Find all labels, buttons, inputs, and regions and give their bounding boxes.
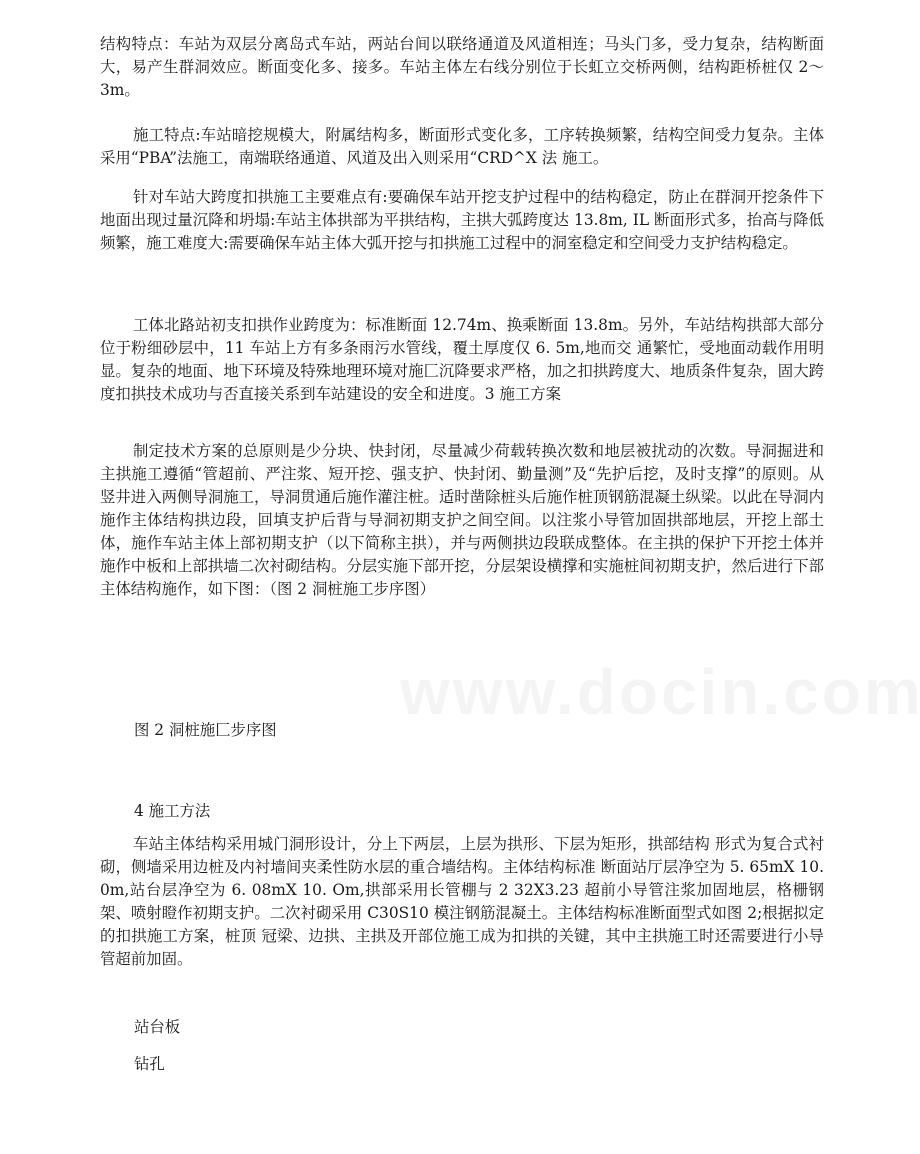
paragraph-construction-method: 车站主体结构采用城门洞形设计，分上下两层，上层为拱形、下层为矩形，拱部结构 形式为复合式衬砌，侧墙采用边桩及内衬墙间夹柔性防水层的重合墙结构。主体结构标准 断面站厅层净空为 5. 65mX 10. 0m,站台层净空为 6. 08mX 10. Om,拱部采用长管棚与 2 32X3.23 超前小导管注浆加固地层，格栅钢架、喷射瞪作初期支护。二次衬砌采用 C30S10 模注钢筋混凝土。主体结构标准断面型式如图 2;根据拟定的扣拱施工方案，桩顶 冠梁、边拱、主拱及开部位施工成为扣拱的关键，其中主拱施工时还需要进行小导管超前加固。 (100, 835, 824, 968)
watermark-logo (400, 655, 920, 729)
section-heading: 4 施工方法 (134, 802, 211, 820)
paragraph-construction-features: 施工特点:车站暗挖规模大，附属结构多，断面形式变化多，工序转换频繁，结构空间受力复杂。主体采用“PBA”法施工，南端联络通道、风道及出入则采用“CRD^X 法 施工。 (100, 126, 824, 167)
paragraph-span-info: 工体北路站初支扣拱作业跨度为：标准断面 12.74m、换乘断面 13.8m。另外，车站结构拱部大部分位于粉细砂层中，11 车站上方有多条雨污水管线，覆土厚度仅 6. 5m,地而交 通繁忙，受地面动载作用明显。复杂的地面、地下环境及特殊地理环境对施匚沉降要求严格，加之扣拱跨度大、地质条件复杂，固大跨度扣拱技术成功与否直接关系到车站建设的安全和进度。3 施工方案 (100, 316, 824, 403)
label-platform-slab: 站台板 (134, 1018, 181, 1036)
paragraph-construction-plan: 制定技术方案的总原则是少分块、快封闭，尽量减少荷载转换次数和地层被扰动的次数。导洞掘进和主拱施工遵循“管超前、严注浆、短开挖、强支护、快封闭、勤量测”及“先护后挖，及时支撑”的原则。从竖井进入两侧导洞施工，导洞贯通后施作灌注桩。适时凿除桩头后施作桩顶钢筋混凝土纵梁。以此在导洞内施作主体结构拱边段，回填支护后背与导洞初期支护之间空间。以注浆小导管加固拱部地层，开挖上部土体，施作车站主体上部初期支护（以下简称主拱），并与两侧拱边段联成整体。在主拱的保护下开挖土体并施作中板和上部拱墙二次衬砌结构。分层实施下部开挖，分层架设横撑和实施桩间初期支护，然后进行下部主体结构施作，如下图：（图 2 洞桩施工步序图） (100, 442, 824, 598)
label-drilling: 钻孔 (134, 1055, 165, 1073)
paragraph-structure-features: 结构特点：车站为双层分离岛式车站，两站台间以联络通道及风道相连；马头门多，受力复杂，结构断面大，易产生群洞效应。断面变化多、接多。车站主体左右线分别位于长虹立交桥两侧，结构距桥桩仅 2〜3m。 (100, 35, 824, 99)
figure-caption: 图 2 洞桩施匚步序图 (134, 721, 277, 739)
paragraph-difficulties: 针对车站大跨度扣拱施工主要难点有:要确保车站开挖支护过程中的结构稳定，防止在群洞开挖条件下地面出现过量沉降和坍塌:车站主体拱部为平拱结构，主拱大弧跨度达 13.8m, IL 断面形式多，抬高与降低频繁，施工难度大:需要确保车站主体大弧开挖与扣拱施工过程中的洞室稳定和空间受力支护结构稳定。 (100, 188, 824, 252)
